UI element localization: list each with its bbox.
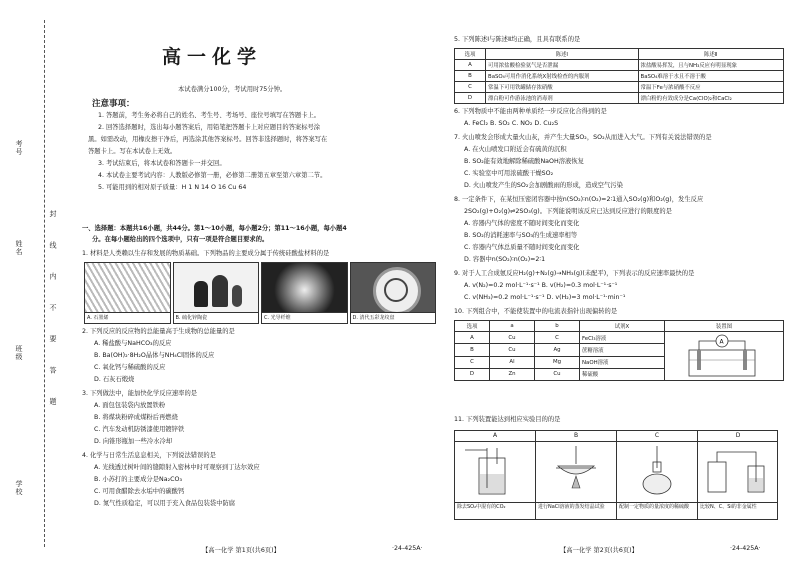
option: C. 实验室中可用浓硫酸干燥SO₂: [464, 170, 554, 177]
table-row: [455, 82, 784, 93]
section-heading: 一、选择题：本题共16小题，共44分。第1～10小题，每小题2分；第11～16小题，每小题4: [82, 225, 347, 232]
question-2: 2. 下列反应的反应物的总能量高于生成物的总能量的是: [82, 328, 235, 335]
table-cell: Cu: [490, 344, 535, 356]
table-row: [455, 71, 784, 82]
notes-title: 注意事项：: [92, 99, 135, 109]
question-5: 5. 下列陈述Ⅰ与陈述Ⅱ均正确，且具有联系的是: [454, 36, 581, 43]
question-9: 9. 对于人工合成氨反应H₂(g)+N₂(g)→NH₃(g)(未配平)，下列表示的反应速率最快的是: [454, 270, 695, 277]
q1-image-row: [84, 262, 436, 324]
table-cell: B: [455, 71, 486, 82]
option-label: A: [455, 431, 535, 442]
option: D. 火山喷发产生的SO₂会加剧酸雨的形成，造成空气污染: [464, 182, 623, 189]
note-line: 黑。如需改动，用橡皮擦干净后，再选涂其他答案标号。回答非选择题时，将答案写在: [88, 136, 328, 143]
option-label: C: [617, 431, 697, 442]
table-cell: 蔗糖溶液: [580, 344, 665, 356]
note-line: 2. 回答选择题时，选出每小题答案后，用铅笔把答题卡上对应题目的答案标号涂: [98, 124, 321, 131]
table-cell: 浓盐酸易挥发，且与NH₃反应有明显现象: [638, 60, 784, 71]
q11-option-c: [617, 431, 698, 519]
table-cell: BaSO₄可用作消化系统X射线检查的内服剂: [486, 71, 639, 82]
option-caption: A. 石墨烯: [85, 312, 170, 323]
exam-info: 本试卷满分100分，考试用时75分钟。: [178, 86, 287, 93]
table-row: [455, 93, 784, 104]
q11-option-d: [698, 431, 778, 519]
evaporating-dish-icon: [536, 442, 616, 502]
question-4: 4. 化学与日常生活息息相关，下列说法错误的是: [82, 452, 216, 459]
table-row: [455, 332, 784, 344]
option: A. 光线透过树叶间的缝隙射入密林中时可观察到丁达尔效应: [94, 464, 260, 471]
table-cell: B: [455, 344, 490, 356]
q1-option-c: [261, 262, 348, 324]
seal-text: 封 线 内 不 要 答 题: [49, 210, 57, 416]
volumetric-flask-icon: [617, 442, 697, 502]
q5-table: [454, 48, 784, 104]
option: A. 在火山喷发口附近会有硫黄的沉积: [464, 146, 567, 153]
porcelain-plate-image: [351, 263, 436, 312]
binding-strip: [0, 0, 56, 567]
paper-code: ·24-425A·: [392, 545, 423, 552]
option: A. 面包包装袋内放置铁粉: [94, 402, 166, 409]
table-cell: C: [535, 332, 580, 344]
option-caption: D. 清代五彩龙纹盘: [351, 312, 436, 323]
question-8-cont: 2SO₂(g)+O₂(g)⇌2SO₃(g)。下列能说明该反应已达到反应进行的限度的是: [464, 208, 672, 215]
q10-table: [454, 320, 784, 381]
option: A. 容器内气体的密度不随时间变化而变化: [464, 220, 580, 227]
table-cell: Ag: [535, 344, 580, 356]
option: A. 稀盐酸与NaHCO₃的反应: [94, 340, 172, 347]
question-3: 3. 下列做法中，能加快化学反应速率的是: [82, 390, 198, 397]
question-8: 8. 一定条件下，在某恒压密闭容器中按n(SO₂)∶n(O₂)=2∶1通入SO₂(g)和O₂(g)，发生反应: [454, 196, 704, 203]
table-header: 试剂X: [580, 321, 665, 332]
table-cell: Cu: [490, 332, 535, 344]
svg-text:A: A: [719, 338, 724, 346]
table-header: 陈述Ⅰ: [486, 49, 639, 60]
label-class: 班级: [15, 345, 23, 361]
q11-option-a: [455, 431, 536, 519]
option: B. Ba(OH)₂·8H₂O晶体与NH₄Cl固体的反应: [94, 352, 215, 359]
note-line: 答题卡上。写在本试卷上无效。: [88, 148, 177, 155]
table-header: 装置图: [665, 321, 784, 332]
table-cell: FeCl₃溶液: [580, 332, 665, 344]
table-cell: 常温下Fe与浓硝酸不反应: [638, 82, 784, 93]
option: C. 汽车发动机防锈漆使用镀锌铁: [94, 426, 185, 433]
option: A. v(N₂)=0.2 mol·L⁻¹·s⁻¹ B. v(H₂)=0.3 mol·L⁻¹·s⁻¹: [464, 282, 618, 289]
option: D. 向锥形瓶加一些冷水冷却: [94, 438, 173, 445]
table-cell: BaSO₄难溶于水且不溶于酸: [638, 71, 784, 82]
table-cell: C: [455, 356, 490, 368]
option: B. 小苏打的主要成分是Na₂CO₃: [94, 476, 182, 483]
acid-strength-apparatus-icon: [698, 442, 778, 502]
table-header-row: [455, 321, 784, 332]
table-cell: NaOH溶液: [580, 356, 665, 368]
option: D. 容器中n(SO₂)∶n(O₂)=2∶1: [464, 256, 546, 263]
table-cell: Zn: [490, 368, 535, 380]
option-caption: 除去SO₂中混有的CO₂: [455, 502, 535, 519]
table-cell: 稀硫酸: [580, 368, 665, 380]
q1-option-b: [173, 262, 260, 324]
option-caption: 进行NaCl溶液的蒸发结晶试验: [536, 502, 616, 519]
table-cell: D: [455, 93, 486, 104]
table-cell: A: [455, 60, 486, 71]
option: B. 将煤块粉碎成煤粉后再燃烧: [94, 414, 178, 421]
table-header: a: [490, 321, 535, 332]
section-heading: 分。在每小题给出的四个选项中，只有一项是符合题目要求的。: [92, 236, 269, 243]
table-cell: D: [455, 368, 490, 380]
q1-option-a: [84, 262, 171, 324]
table-cell: A: [455, 332, 490, 344]
question-1: 1. 材料是人类赖以生存和发展的物质基础。下列物品的主要成分属于传统硅酸盐材料的是: [82, 250, 330, 257]
question-6: 6. 下列物质中不能由两种单质经一步反应化合得到的是: [454, 108, 607, 115]
q11-option-b: [536, 431, 617, 519]
option-caption: B. 硫化锌陶瓷: [174, 312, 259, 323]
page-footer: 【高一化学 第2页(共6页)】: [560, 547, 638, 554]
label-exam-number: 考号: [15, 140, 23, 156]
page-footer: 【高一化学 第1页(共6页)】: [202, 547, 280, 554]
note-line: 1. 答题前，考生务必将自己的姓名、考生号、考场号、座位号填写在答题卡上。: [98, 112, 321, 119]
seal-line: [44, 20, 45, 547]
optical-fiber-image: [262, 263, 347, 312]
option: C. 容器内气体总质量不随时间变化而变化: [464, 244, 580, 251]
paper-code: ·24-425A·: [730, 545, 761, 552]
graphene-image: [85, 263, 170, 312]
option: C. 氧化钙与稀硫酸的反应: [94, 364, 166, 371]
table-cell: 漂白粉可作游泳池的消毒剂: [486, 93, 639, 104]
q1-option-d: [350, 262, 437, 324]
galvanic-cell-diagram: [667, 332, 777, 378]
option: D. 石灰石煅烧: [94, 376, 135, 383]
note-line: 5. 可能用到的相对原子质量：H 1 N 14 O 16 Cu 64: [98, 184, 247, 191]
exam-title: 高一化学: [161, 46, 262, 68]
option-caption: C. 光导纤维: [262, 312, 347, 323]
option: C. 可用食醋除去水垢中的碳酸钙: [94, 488, 185, 495]
label-name: 姓名: [15, 240, 23, 256]
table-cell: Al: [490, 356, 535, 368]
table-row: [455, 60, 784, 71]
note-line: 4. 本试卷主要考试内容：人教版必修第一册，必修第二册第五章至第六章第二节。: [98, 172, 327, 179]
table-header-row: [455, 49, 784, 60]
table-header: b: [535, 321, 580, 332]
table-cell: 常温下可用铁罐储存浓硝酸: [486, 82, 639, 93]
table-header: 选项: [455, 321, 490, 332]
table-header: 陈述Ⅱ: [638, 49, 784, 60]
table-cell: Mg: [535, 356, 580, 368]
ceramic-image: [174, 263, 259, 312]
option-label: B: [536, 431, 616, 442]
table-cell: Cu: [535, 368, 580, 380]
option: D. 氮气性质稳定，可以用于充入食品包装袋中防腐: [94, 500, 236, 507]
question-7: 7. 火山喷发会形成大量火山灰，并产生大量SO₂，SO₂从而进入大气。下列有关说法错误的是: [454, 134, 712, 141]
option: A. FeCl₂ B. SO₂ C. NO₂ D. Cu₂S: [464, 120, 559, 127]
table-header: 选项: [455, 49, 486, 60]
table-cell: C: [455, 82, 486, 93]
table-cell: 可用浓盐酸检验氨气是否泄漏: [486, 60, 639, 71]
note-line: 3. 考试结束后，将本试卷和答题卡一并交回。: [98, 160, 226, 167]
question-10: 10. 下列组合中，不能使装置中的电流表指针出现偏转的是: [454, 308, 618, 315]
apparatus-cell: [665, 332, 784, 381]
option-label: D: [698, 431, 778, 442]
option: B. SO₂的消耗速率与SO₃的生成速率相等: [464, 232, 578, 239]
option-caption: 配制一定物质的量浓度的稀硫酸: [617, 502, 697, 519]
gas-washing-bottle-icon: [455, 442, 535, 502]
question-11: 11. 下列装置能达到相应实验目的的是: [454, 416, 561, 423]
option: B. SO₂能有效地解除稀硫酸NaOH溶液恢复: [464, 158, 584, 165]
q11-apparatus-row: [454, 430, 778, 520]
table-cell: 漂白粉的有效成分是Ca(ClO)₂和CaCl₂: [638, 93, 784, 104]
label-school: 学校: [15, 480, 23, 496]
option-caption: 比较N、C、Si的非金属性: [698, 502, 778, 519]
option: C. v(NH₃)=0.2 mol·L⁻¹·s⁻¹ D. v(H₂)=3 mol·L⁻¹·min⁻¹: [464, 294, 626, 301]
